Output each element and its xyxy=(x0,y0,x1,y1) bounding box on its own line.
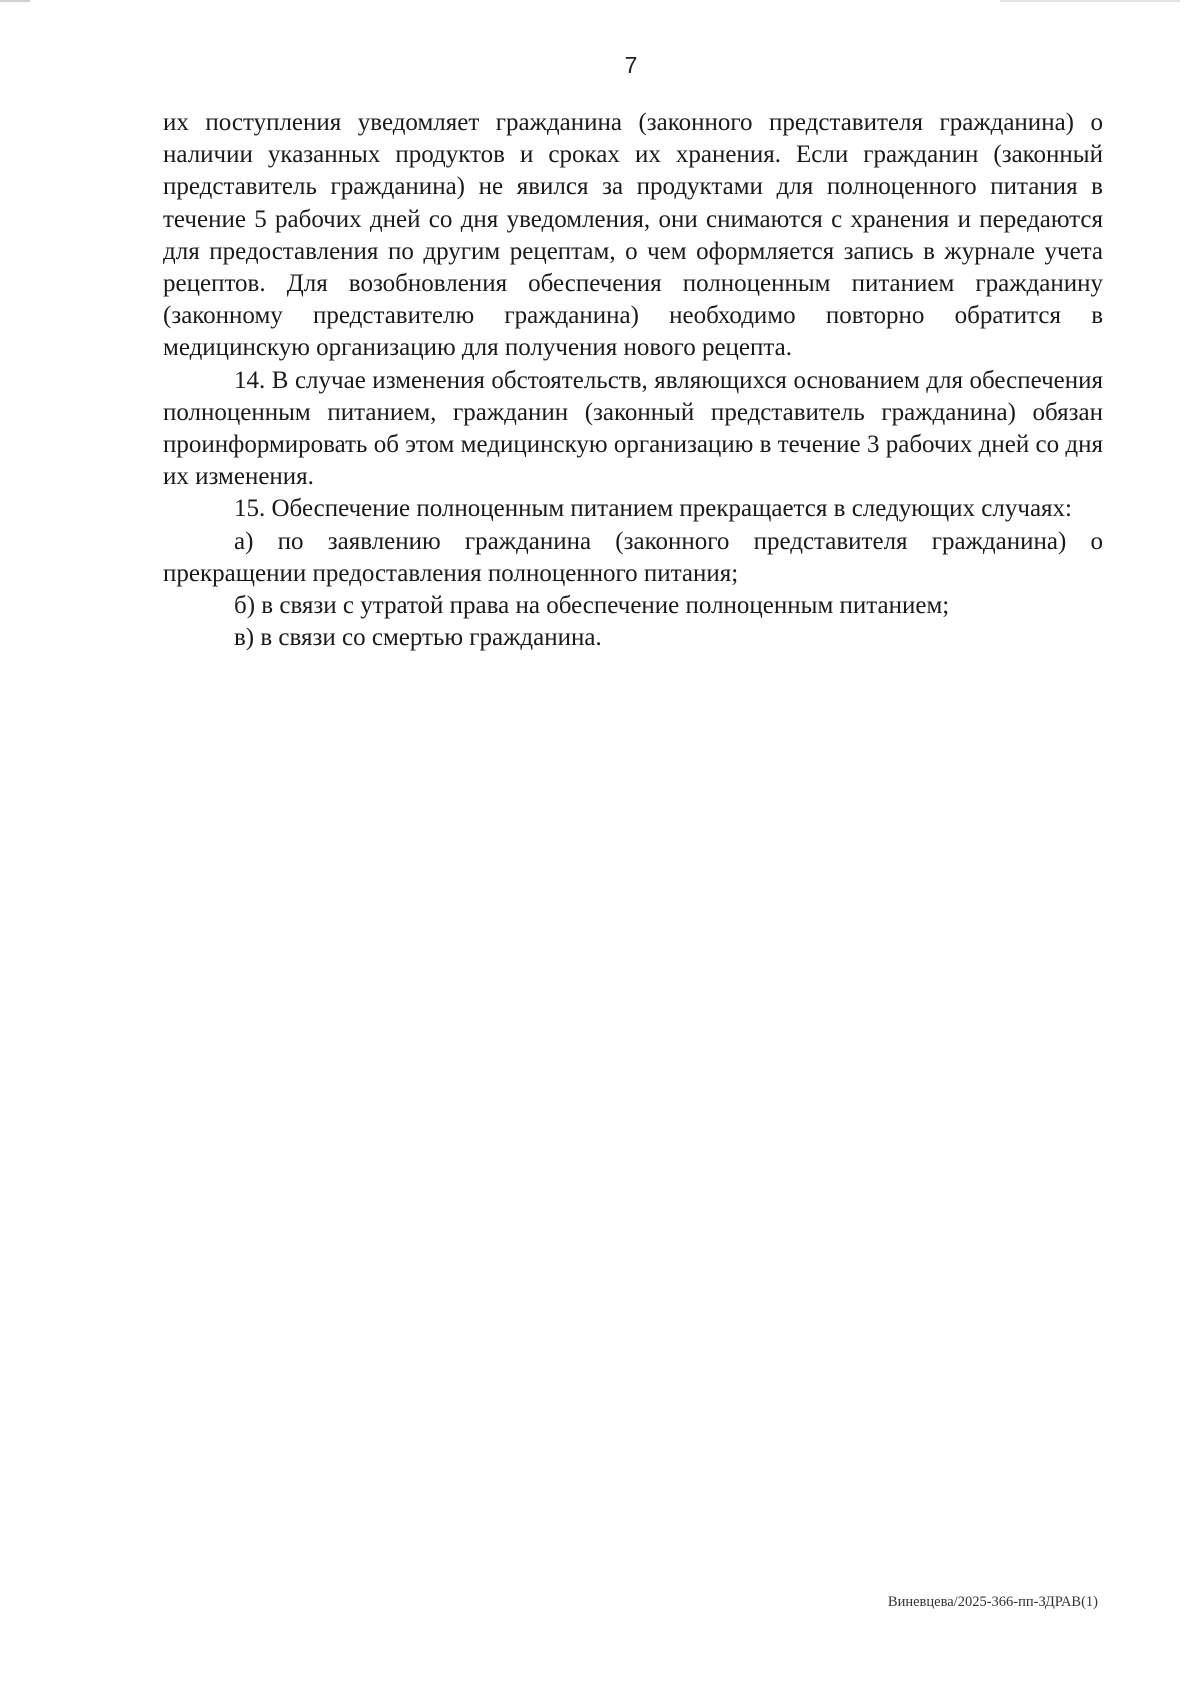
document-body xyxy=(163,107,1103,654)
paragraph-continuation: их поступления уведомляет гражданина (законного представителя гражданина) о наличии указанных продуктов и сроках их хранения. Если гражданин (законный представитель гражданина) не явился за продуктами для полноценного питания в течение 5 рабочих дней со дня уведомления, они снимаются с хранения и передаются для предоставления по другим рецептам, о чем оформляется запись в журнале учета рецептов. Для возобновления обеспечения полноценным питанием гражданину (законному представителю гражданина) необходимо повторно обратится в медицинскую организацию для получения нового рецепта. xyxy=(163,109,1103,362)
document-reference-code: Виневцева/2025-366-пп-ЗДРАВ(1) xyxy=(887,1594,1098,1610)
subitem-b: б) в связи с утратой права на обеспечение полноценным питанием; xyxy=(234,592,950,620)
paragraph-item-15: 15. Обеспечение полноценным питанием прекращается в следующих случаях: xyxy=(234,495,1072,523)
scan-edge-mark xyxy=(1000,0,1180,2)
subitem-v: в) в связи со смертью гражданина. xyxy=(234,624,602,652)
paragraph-item-14: 14. В случае изменения обстоятельств, являющихся основанием для обеспечения полноценным питанием, гражданин (законный представитель гражданина) обязан проинформировать об этом медицинскую организацию в течение 3 рабочих дней со дня их изменения. xyxy=(163,366,1103,491)
scan-edge-mark xyxy=(0,0,30,2)
subitem-a: а) по заявлению гражданина (законного представителя гражданина) о прекращении предоставления полноценного питания; xyxy=(163,527,1103,587)
page-number: 7 xyxy=(624,52,638,78)
